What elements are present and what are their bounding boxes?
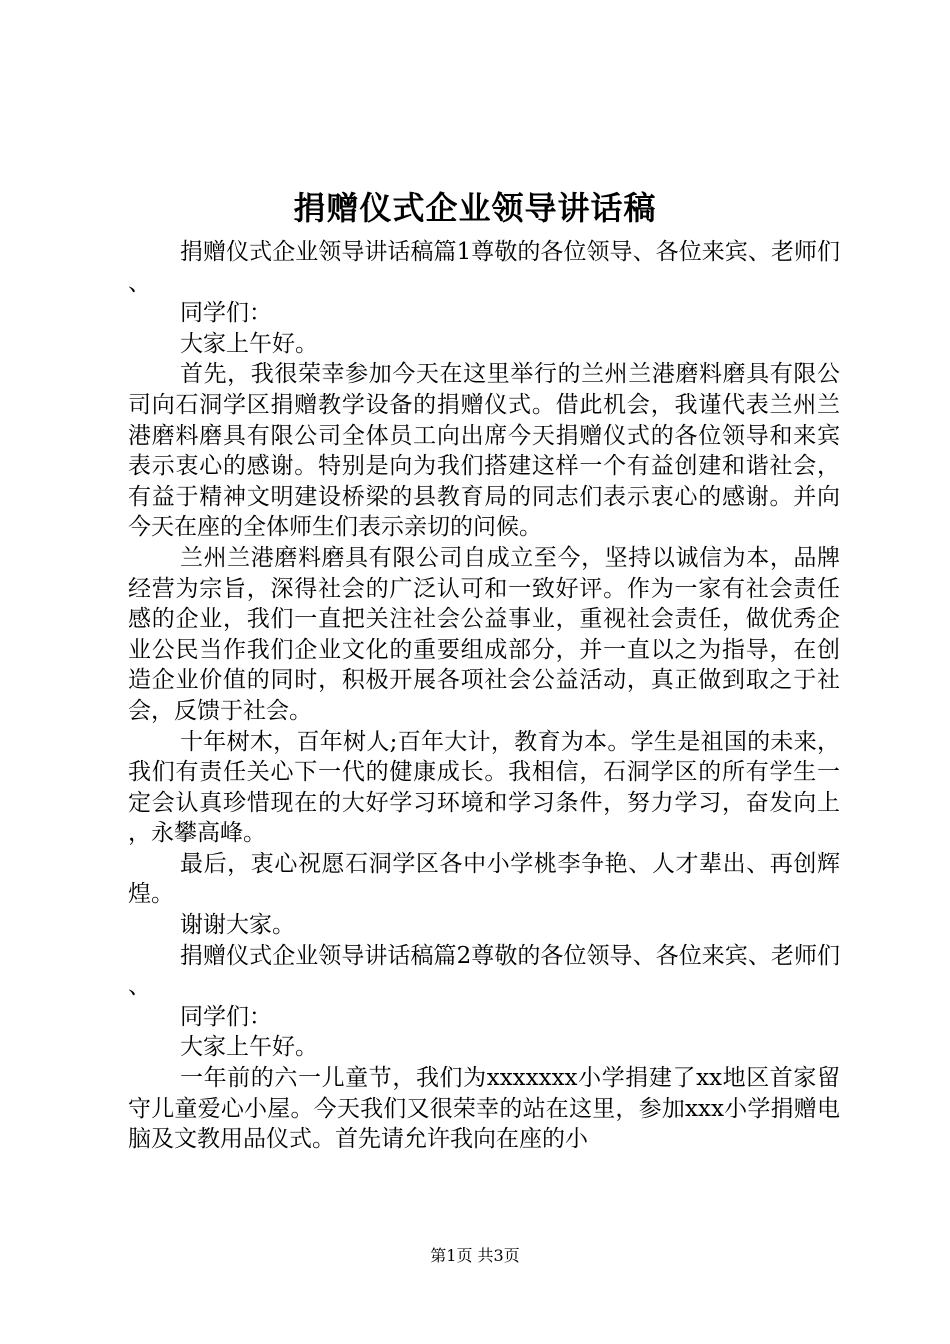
paragraph: 同学们：: [180, 1003, 272, 1030]
paragraph: 一年前的六一儿童节，我们为xxxxxxx小学捐建了xx地区首家留守儿童爱心小屋。今天我们又很荣幸的站在这里，参加xxx小学捐赠电脑及文教用品仪式。首先请允许我向在座的小: [128, 1065, 840, 1153]
paragraph: 谢谢大家。: [180, 912, 295, 939]
page-footer: 第1页 共3页: [430, 1246, 520, 1265]
paragraph: 最后，衷心祝愿石洞学区各中小学桃李争艳、人才辈出、再创辉煌。: [128, 850, 840, 908]
document-title: 捐赠仪式企业领导讲话稿: [293, 189, 657, 227]
paragraph: 兰州兰港磨料磨具有限公司自成立至今，坚持以诚信为本，品牌经营为宗旨，深得社会的广泛认可和一致好评。作为一家有社会责任感的企业，我们一直把关注社会公益事业，重视社会责任，做优秀企业公民当作我们企业文化的重要组成部分，并一直以之为指导，在创造企业价值的同时，积极开展各项社会公益活动，真正做到取之于社会，反馈于社会。: [128, 544, 840, 724]
paragraph: 大家上午好。: [180, 1034, 318, 1061]
paragraph: 大家上午好。: [180, 330, 318, 357]
document-body: [128, 237, 840, 1155]
paragraph: 同学们：: [180, 300, 272, 327]
paragraph: 捐赠仪式企业领导讲话稿篇2尊敬的各位领导、各位来宾、老师们、: [128, 942, 840, 1000]
paragraph: 首先，我很荣幸参加今天在这里举行的兰州兰港磨料磨具有限公司向石洞学区捐赠教学设备的捐赠仪式。借此机会，我谨代表兰州兰港磨料磨具有限公司全体员工向出席今天捐赠仪式的各位领导和来宾表示衷心的感谢。特别是向为我们搭建这样一个有益创建和谐社会，有益于精神文明建设桥梁的县教育局的同志们表示衷心的感谢。并向今天在座的全体师生们表示亲切的问候。: [128, 361, 840, 541]
paragraph: 十年树木，百年树人;百年大计，教育为本。学生是祖国的未来，我们有责任关心下一代的健康成长。我相信，石洞学区的所有学生一定会认真珍惜现在的大好学习环境和学习条件，努力学习，奋发向上，永攀高峰。: [128, 728, 840, 847]
paragraph: 捐赠仪式企业领导讲话稿篇1尊敬的各位领导、各位来宾、老师们、: [128, 239, 840, 296]
